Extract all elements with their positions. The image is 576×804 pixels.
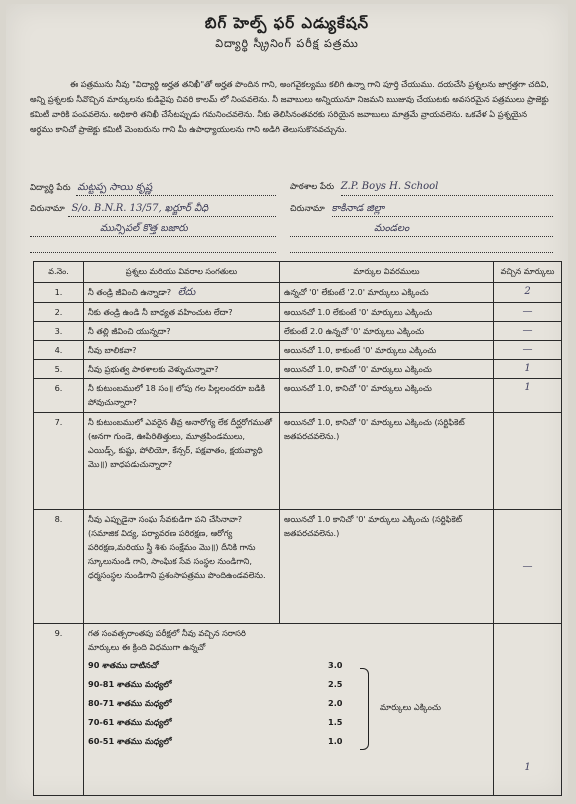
marks-info-cell: అయినచో 1.0, కానిచో '0' మార్కులు ఎక్కించు xyxy=(280,360,494,379)
student-name-label: విద్యార్థి పేరు xyxy=(30,183,71,193)
student-name-value: మట్టప్ప సాయి కృష్ణ xyxy=(77,182,153,193)
address-label: చిరునామా xyxy=(30,204,65,214)
marks-got-cell[interactable]: — xyxy=(494,341,562,360)
address-line-2 xyxy=(96,222,188,236)
row-number: 1. xyxy=(34,283,84,303)
marks-got-cell[interactable]: 1 xyxy=(494,624,562,796)
question-cell: నీవు బాలికవా? xyxy=(84,341,280,360)
grade-label: 90 శాతము దాటినచో xyxy=(88,660,159,670)
table-row xyxy=(34,510,562,624)
header-sno: వ.నెం. xyxy=(34,262,84,283)
table-row xyxy=(34,413,562,510)
dotted-line xyxy=(30,236,276,237)
grade-list xyxy=(88,658,489,753)
question-cell: నీ కుటుంబములో 18 సం॥ లోపు గల పిల్లలందరూ బడికి పోవుచున్నారా? xyxy=(84,379,280,413)
grade-labels xyxy=(88,658,278,753)
row-number: 9. xyxy=(34,624,84,796)
question-text: నీ తండ్రి జీవించి ఉన్నాడా? xyxy=(88,287,172,297)
address2-line-2 xyxy=(370,222,409,236)
brace-text: మార్కులు ఎక్కించు xyxy=(380,702,441,712)
school-name-field[interactable] xyxy=(290,181,438,194)
grade-score: 3.0 xyxy=(328,660,343,670)
screening-table xyxy=(33,261,562,796)
dotted-line xyxy=(68,216,276,217)
marks-got-cell[interactable]: — xyxy=(494,322,562,341)
grade-label: 60-51 శాతము మధ్యలో xyxy=(88,736,172,746)
marks-info-cell: అయినచో 1.0, కాకుంటే '0' మార్కులు ఎక్కించు xyxy=(280,341,494,360)
address2-value-2: మండలం xyxy=(374,223,410,234)
row-number: 5. xyxy=(34,360,84,379)
handwritten-answer: లేదు xyxy=(177,287,196,298)
grade-score: 1.5 xyxy=(328,717,343,727)
table-row xyxy=(34,283,562,303)
question-cell: నీవు ఎప్పుడైనా సంఘ సేవకుడిగా పని చేసినావా? (సమాజిక విద్య, పర్యావరణ పరిరక్షణ, ఆరోగ్య పరిరక్షణ,మరియు స్త్రీ శిశు సంక్షేమం మొ॥) దీనికి గాను స్కూలునుండి గాని, సాంఘిక సేవ సంస్థల నుండిగాని, ధర్మసంస్థల నుండిగాని ప్రశంసాపత్రము పొందిఉండవలెను. xyxy=(84,510,280,624)
address2-label: చిరునామా xyxy=(290,204,325,214)
table-row xyxy=(34,303,562,322)
dotted-line xyxy=(290,252,553,253)
question-cell: నీ తల్లి జీవించి యున్నదా? xyxy=(84,322,280,341)
address-value: S/o. B.N.R. 13/57, ఖర్జూర్ వీధి xyxy=(71,203,209,214)
dotted-line xyxy=(332,216,553,217)
marks-got-cell[interactable] xyxy=(494,413,562,510)
dotted-line xyxy=(30,252,276,253)
student-name-field[interactable] xyxy=(30,181,152,195)
header-marks-info: మార్కుల వివరములు xyxy=(280,262,494,283)
row-number: 8. xyxy=(34,510,84,624)
question-cell: నీవు ప్రభుత్వ పాఠశాలకు వెళ్ళుచున్నావా? xyxy=(84,360,280,379)
grade-label: 70-61 శాతము మధ్యలో xyxy=(88,717,172,727)
table-row xyxy=(34,341,562,360)
header-question: ప్రశ్నలు మరియు వివరాల సంగతులు xyxy=(84,262,280,283)
row-number: 2. xyxy=(34,303,84,322)
marks-info-cell: అయినచో 1.0 లేకుంటే '0' మార్కులు ఎక్కించు xyxy=(280,303,494,322)
row-number: 3. xyxy=(34,322,84,341)
marks-info-cell: అయినచో 1.0, కానిచో '0' మార్కులు ఎక్కించు (సర్టిఫికెట్ జతపరచవలెను.) xyxy=(280,413,494,510)
address2-field[interactable] xyxy=(290,202,384,216)
grade-intro: గత సంవత్సరాంతపు పరీక్షలో నీవు వచ్చిన సరాసరి మార్కులు ఈ క్రింది విధముగా ఉన్నచో xyxy=(88,628,246,652)
school-name-value: Z.P. Boys H. School xyxy=(340,181,439,192)
dotted-line xyxy=(290,236,553,237)
address2-value: కాకినాడ జిల్లా xyxy=(331,203,385,214)
table-header-row xyxy=(34,262,562,283)
table-row xyxy=(34,379,562,413)
row-number: 7. xyxy=(34,413,84,510)
row-number: 6. xyxy=(34,379,84,413)
marks-info-cell: అయినచో 1.0 కానిచో '0' మార్కులు ఎక్కించు (సర్టిఫికెట్ జతపరచవలెను.) xyxy=(280,510,494,624)
dotted-line xyxy=(341,195,553,196)
school-name-label: పాఠశాల పేరు xyxy=(290,182,335,192)
marks-got-cell[interactable]: 2 xyxy=(494,283,562,303)
instructions-paragraph: ఈ పత్రమును నీవు "విద్యార్థి అర్హత తనిఖీ"తో అర్హత పొందిన గాని, అంగవైకల్యము కలిగి ఉన్నా గాని పూర్తి చేయుము. దయచేసి ప్రశ్నలను జాగ్రత్తగా చదివి, అన్ని ప్రశ్నలకు నీవొచ్చిన మార్కులను కుడివైపు చివరి కాలమ్ లో నింపవలెను. నీ జవాబులు అన్నియునూ నిజమని ఋజువు చేయుటకు అవసరమైన పత్రములు ప్రాజెక్టు కమిటీ వారికి పంపవలెను. అధికారి తనిఖీ చేసేటప్పుడు గమనించవలెను. నీకు తెలిసినంతవరకు సరియైన జవాబులు మాత్రమే వ్రాయవలెను. ఒకవేళ ఏ ప్రశ్నయైన అర్థము కానిచో ప్రాజెక్టు కమిటీ మెంబరును గాని మీ ఉపాధ్యాయులను గాని అడిగి తెలుసుకొనవచ్చును. xyxy=(30,79,549,134)
question-cell xyxy=(84,283,280,303)
grade-label: 90-81 శాతము మధ్యలో xyxy=(88,679,172,689)
marks-got-cell[interactable]: — xyxy=(494,303,562,322)
row-number: 4. xyxy=(34,341,84,360)
grade-label: 80-71 శాతము మధ్యలో xyxy=(88,698,172,708)
question-cell: నీ కుటుంబములో ఎవరైన తీవ్ర అనారోగ్య లేక దీర్ఘరోగముతో (అనగా గుండె, ఊపిరితిత్తులు, మూత్రపిండములు, ఎయిడ్స్, కుష్టు, పోలియో, కేన్సర్, పక్షవాతం, క్షయవ్యాధి మొ॥) బాధపడుచున్నారా? xyxy=(84,413,280,510)
address-field[interactable] xyxy=(30,202,208,216)
question-cell: నీకు తండ్రి ఉండి నీ బాధ్యత వహించుట లేదా? xyxy=(84,303,280,322)
form-subtitle: విద్యార్థి స్క్రీనింగ్ పరీక్ష పత్రము xyxy=(215,37,359,50)
table-row xyxy=(34,322,562,341)
grade-score: 2.5 xyxy=(328,679,343,689)
curly-brace xyxy=(360,668,369,750)
marks-got-cell[interactable]: 1 xyxy=(494,379,562,413)
grade-score: 2.0 xyxy=(328,698,343,708)
marks-info-cell: అయినచో 1.0, కానిచో '0' మార్కులు ఎక్కించు xyxy=(280,379,494,413)
table-row xyxy=(34,360,562,379)
form-title: బిగ్ హెల్ప్ ఫర్ ఎడ్యుకేషన్ xyxy=(204,14,370,32)
marks-got-cell[interactable]: — xyxy=(494,510,562,624)
grade-score: 1.0 xyxy=(328,736,343,746)
marks-got-cell[interactable]: 1 xyxy=(494,360,562,379)
form-page xyxy=(6,4,568,800)
grade-cell xyxy=(84,624,494,796)
grade-scores xyxy=(328,658,441,753)
dotted-line xyxy=(76,195,276,196)
header-marks-got: వచ్చిన మార్కులు xyxy=(494,262,562,283)
marks-info-cell: లేకుంటే 2.0 ఉన్నచో '0' మార్కులు ఎక్కించు xyxy=(280,322,494,341)
address-value-2: మున్సిపల్ కొత్త బజారు xyxy=(100,223,188,234)
marks-info-cell: ఉన్నచో '0' లేకుంటే '2.0' మార్కులు ఎక్కించు xyxy=(280,283,494,303)
table-row xyxy=(34,624,562,796)
